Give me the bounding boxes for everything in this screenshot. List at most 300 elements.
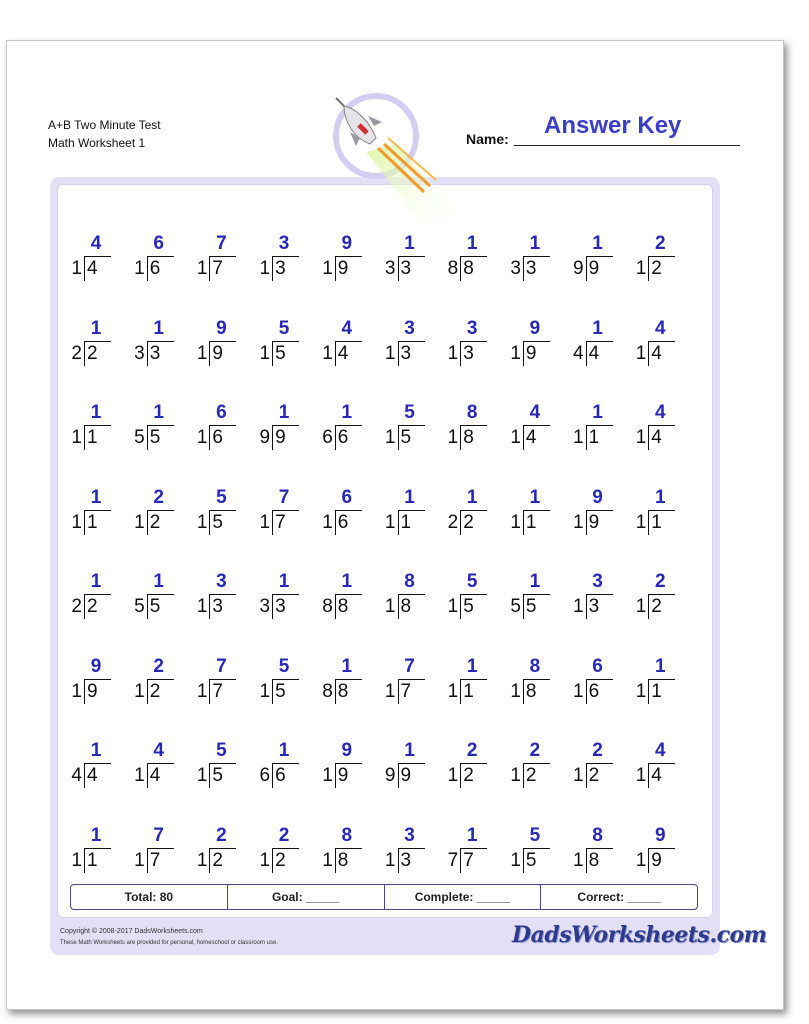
dividend: 7 [275,511,286,533]
quotient-answer: 5 [216,740,227,761]
quotient-answer: 9 [655,824,666,846]
division-problem [68,319,112,369]
divisor: 1 [71,849,82,871]
division-problem [382,319,426,369]
quotient-answer: 1 [90,740,102,761]
dividend: 9 [212,342,223,364]
division-problem [632,234,676,284]
dividend: 2 [275,849,286,871]
quotient-answer: 2 [216,824,227,846]
division-problem [444,826,488,876]
divisor: 2 [71,596,82,617]
divisor: 3 [259,596,271,617]
quotient-answer: 9 [592,486,603,508]
divisor: 1 [510,680,521,702]
quotient-answer: 1 [592,317,603,339]
quotient-answer: 1 [529,486,541,508]
dividend: 2 [212,849,223,871]
dividend: 6 [337,511,349,533]
dividend: 8 [337,680,349,702]
quotient-answer: 2 [278,824,290,846]
division-problem [444,403,488,453]
copyright-line: Copyright © 2008-2017 DadsWorksheets.com [60,928,203,935]
quotient-answer: 1 [153,402,164,423]
division-problem [256,572,300,622]
dividend: 4 [651,765,662,786]
dividend: 9 [588,511,600,533]
dividend: 8 [337,596,349,617]
divisor: 1 [384,680,396,702]
division-problem [507,741,551,791]
divisor: 1 [635,596,647,617]
quotient-answer: 1 [278,571,290,592]
quotient-answer: 2 [592,740,603,761]
quotient-answer: 1 [341,655,353,677]
quotient-answer: 1 [529,233,541,254]
dividend: 5 [149,427,161,448]
divisor: 1 [259,258,271,279]
divisor: 3 [134,342,145,364]
quotient-answer: 1 [592,402,603,423]
division-problem [382,741,426,791]
division-problem [632,319,676,369]
division-problem [131,572,175,622]
divisor: 3 [384,258,396,279]
division-problem [256,826,300,876]
divisor: 1 [196,596,208,617]
dividend: 5 [525,849,537,871]
division-problem [507,572,551,622]
dividend: 2 [463,765,474,786]
quotient-answer: 4 [529,402,541,423]
divisor: 1 [635,342,647,364]
divisor: 1 [384,596,396,617]
division-problem [319,319,363,369]
quotient-answer: 3 [278,233,290,254]
quotient-answer: 9 [341,740,353,761]
dividend: 8 [337,849,349,871]
divisor: 1 [196,511,208,533]
division-problem [444,741,488,791]
divisor: 1 [447,342,459,364]
dividend: 4 [588,342,600,364]
dividend: 1 [400,511,412,533]
dividend: 2 [149,680,161,702]
quotient-answer: 7 [216,655,227,677]
division-problem [131,826,175,876]
divisor: 1 [71,680,82,702]
division-problem [632,488,676,538]
division-problem [256,319,300,369]
divisor: 1 [134,849,145,871]
divisor: 5 [134,427,145,448]
divisor: 1 [447,427,459,448]
division-problem [570,488,614,538]
divisor: 1 [573,511,584,533]
quotient-answer: 9 [216,317,227,339]
dividend: 3 [463,342,474,364]
divisor: 9 [259,427,271,448]
quotient-answer: 1 [466,655,478,677]
dividend: 9 [588,258,600,279]
dividend: 5 [212,511,223,533]
quotient-answer: 2 [466,740,478,761]
quotient-answer: 6 [153,233,164,254]
dividend: 1 [651,511,662,533]
worksheet-title: A+B Two Minute Test [48,118,161,132]
dadsworksheets-logo: DadsWorksheets.com [512,922,767,948]
division-problem [570,572,614,622]
quotient-answer: 1 [90,571,102,592]
dividend: 5 [275,342,286,364]
divisor: 1 [259,849,271,871]
quotient-answer: 7 [278,486,290,508]
division-problem [444,319,488,369]
correct-field: Correct: _____ [540,885,697,909]
divisor: 1 [196,258,208,279]
quotient-answer: 1 [655,655,666,677]
divisor: 1 [573,849,584,871]
dividend: 5 [275,680,286,702]
dividend: 9 [651,849,662,871]
divisor: 6 [259,765,271,786]
division-problem [131,319,175,369]
dividend: 1 [87,427,98,448]
division-problem [193,403,237,453]
divisor: 1 [573,596,584,617]
dividend: 4 [87,765,98,786]
total-field: Total: 80 [124,890,174,904]
divisor: 1 [635,258,647,279]
division-problem [131,741,175,791]
quotient-answer: 4 [341,317,353,339]
quotient-answer: 5 [404,402,415,423]
name-answer-key: Answer Key [544,112,682,139]
division-problem [256,488,300,538]
division-problem [319,234,363,284]
dividend: 3 [588,596,600,617]
quotient-answer: 1 [278,402,290,423]
quotient-answer: 4 [655,740,666,761]
divisor: 3 [510,258,521,279]
divisor: 1 [510,342,521,364]
division-problem [319,741,363,791]
division-problem [570,741,614,791]
dividend: 7 [149,849,161,871]
quotient-answer: 6 [341,486,353,508]
divisor: 1 [635,765,647,786]
quotient-answer: 1 [90,486,102,508]
goal-field: Goal: _____ [227,885,384,909]
division-problem [193,488,237,538]
division-problem [382,657,426,707]
divisor: 1 [510,849,521,871]
dividend: 3 [400,849,412,871]
quotient-answer: 8 [466,402,478,423]
division-problem [193,657,237,707]
divisor: 8 [322,680,333,702]
dividend: 8 [463,427,474,448]
division-problem [570,826,614,876]
quotient-answer: 4 [153,740,164,761]
quotient-answer: 3 [404,317,415,339]
dividend: 3 [212,596,223,617]
divisor: 8 [322,596,333,617]
divisor: 1 [447,680,459,702]
dividend: 7 [212,258,223,279]
dividend: 4 [525,427,537,448]
division-problem [444,234,488,284]
dividend: 2 [87,342,98,364]
division-problem [382,403,426,453]
dividend: 3 [149,342,161,364]
divisor: 1 [447,596,459,617]
division-problem [507,826,551,876]
division-problem [632,741,676,791]
dividend: 2 [525,765,537,786]
problems-panel [57,184,713,918]
dividend: 6 [275,765,286,786]
division-problem [68,741,112,791]
dividend: 6 [212,427,223,448]
quotient-answer: 1 [592,233,603,254]
quotient-answer: 2 [153,486,164,508]
dividend: 8 [525,680,537,702]
divisor: 1 [134,511,145,533]
dividend: 7 [212,680,223,702]
quotient-answer: 2 [655,233,666,254]
divisor: 1 [259,342,271,364]
divisor: 1 [134,258,145,279]
division-problem [570,657,614,707]
dividend: 1 [525,511,537,533]
quotient-answer: 8 [341,824,353,846]
division-problem [382,488,426,538]
divisor: 1 [196,849,208,871]
division-problem [131,657,175,707]
division-problem [444,488,488,538]
divisor: 9 [384,765,396,786]
quotient-answer: 4 [655,317,666,339]
quotient-answer: 1 [404,486,415,508]
divisor: 1 [134,680,145,702]
division-problem [68,403,112,453]
quotient-answer: 1 [466,486,478,508]
quotient-answer: 1 [153,317,164,339]
quotient-answer: 2 [655,571,666,592]
dividend: 2 [588,765,600,786]
quotient-answer: 1 [655,486,666,508]
dividend: 3 [525,258,537,279]
quotient-answer: 1 [90,402,102,423]
dividend: 7 [463,849,474,871]
divisor: 1 [196,765,208,786]
quotient-answer: 8 [529,655,541,677]
divisor: 5 [134,596,145,617]
dividend: 6 [588,680,600,702]
division-problem [319,657,363,707]
dividend: 2 [651,258,662,279]
divisor: 1 [134,765,145,786]
division-problem [193,826,237,876]
quotient-answer: 7 [153,824,164,846]
division-problem [319,488,363,538]
dividend: 4 [651,342,662,364]
dividend: 1 [651,680,662,702]
quotient-answer: 3 [592,571,603,592]
division-problem [444,657,488,707]
quotient-answer: 2 [529,740,541,761]
dividend: 9 [337,258,349,279]
rocket-icon [326,92,476,228]
quotient-answer: 7 [404,655,415,677]
divisor: 2 [447,511,459,533]
worksheet-subtitle: Math Worksheet 1 [48,136,146,150]
division-problem [256,234,300,284]
quotient-answer: 3 [466,317,478,339]
dividend: 5 [149,596,161,617]
division-problem [68,234,112,284]
division-problem [256,403,300,453]
division-problem [319,826,363,876]
dividend: 1 [463,680,474,702]
division-problem [68,657,112,707]
quotient-answer: 1 [341,402,353,423]
division-problem [68,572,112,622]
dividend: 1 [87,511,98,533]
divisor: 7 [447,849,459,871]
dividend: 1 [87,849,98,871]
dividend: 2 [463,511,474,533]
divisor: 1 [384,511,396,533]
divisor: 1 [510,511,521,533]
division-problem [507,488,551,538]
divisor: 1 [196,427,208,448]
quotient-answer: 5 [278,317,290,339]
dividend: 8 [588,849,600,871]
quotient-answer: 1 [404,740,415,761]
quotient-answer: 1 [278,740,290,761]
division-problem [131,488,175,538]
dividend: 2 [87,596,98,617]
division-problem [256,657,300,707]
dividend: 4 [651,427,662,448]
division-problem [570,403,614,453]
division-problem [632,572,676,622]
division-problem [131,403,175,453]
dividend: 3 [400,342,412,364]
dividend: 9 [275,427,286,448]
quotient-answer: 3 [216,571,227,592]
divisor: 1 [322,765,333,786]
divisor: 1 [196,680,208,702]
division-problem [256,741,300,791]
divisor: 1 [573,765,584,786]
dividend: 5 [400,427,412,448]
divisor: 1 [573,427,584,448]
dividend: 4 [149,765,161,786]
dividend: 8 [400,596,412,617]
divisor: 9 [573,258,584,279]
division-problem [632,403,676,453]
quotient-answer: 2 [153,655,164,677]
name-underline [514,145,740,146]
division-problem [382,572,426,622]
division-problem [193,572,237,622]
division-problem [319,403,363,453]
quotient-answer: 1 [529,571,541,592]
dividend: 1 [588,427,600,448]
divisor: 1 [510,765,521,786]
quotient-answer: 6 [216,402,227,423]
division-problem [507,234,551,284]
division-problem [193,234,237,284]
quotient-answer: 1 [153,571,164,592]
quotient-answer: 9 [529,317,541,339]
divisor: 1 [322,849,333,871]
divisor: 1 [635,680,647,702]
division-problem [507,319,551,369]
divisor: 5 [510,596,521,617]
quotient-answer: 5 [278,655,290,677]
division-problem [382,826,426,876]
quotient-answer: 8 [404,571,415,592]
division-problem [193,741,237,791]
quotient-answer: 7 [216,233,227,254]
dividend: 9 [525,342,537,364]
divisor: 1 [635,427,647,448]
divisor: 8 [447,258,459,279]
dividend: 5 [525,596,537,617]
quotient-answer: 9 [90,655,102,677]
quotient-answer: 1 [466,824,478,846]
quotient-answer: 1 [90,317,102,339]
quotient-answer: 5 [466,571,478,592]
quotient-answer: 1 [341,571,353,592]
divisor: 1 [71,258,82,279]
divisor: 1 [71,427,82,448]
division-problem [507,657,551,707]
divisor: 1 [384,849,396,871]
dividend: 8 [463,258,474,279]
divisor: 4 [573,342,584,364]
dividend: 2 [149,511,161,533]
divisor: 1 [447,765,459,786]
division-problem [68,488,112,538]
division-problem [68,826,112,876]
dividend: 3 [275,596,286,617]
divisor: 1 [259,680,271,702]
divisor: 1 [635,849,647,871]
quotient-answer: 9 [341,233,353,254]
complete-field: Complete: _____ [384,885,541,909]
dividend: 4 [87,258,98,279]
divisor: 1 [573,680,584,702]
dividend: 5 [463,596,474,617]
divisor: 1 [259,511,271,533]
divisor: 2 [71,342,82,364]
division-problem [507,403,551,453]
quotient-answer: 5 [529,824,541,846]
divisor: 4 [71,765,82,786]
division-problem [632,657,676,707]
dividend: 7 [400,680,412,702]
division-problem [444,572,488,622]
quotient-answer: 3 [404,824,415,846]
division-problem [382,234,426,284]
divisor: 1 [384,342,396,364]
dividend: 3 [275,258,286,279]
